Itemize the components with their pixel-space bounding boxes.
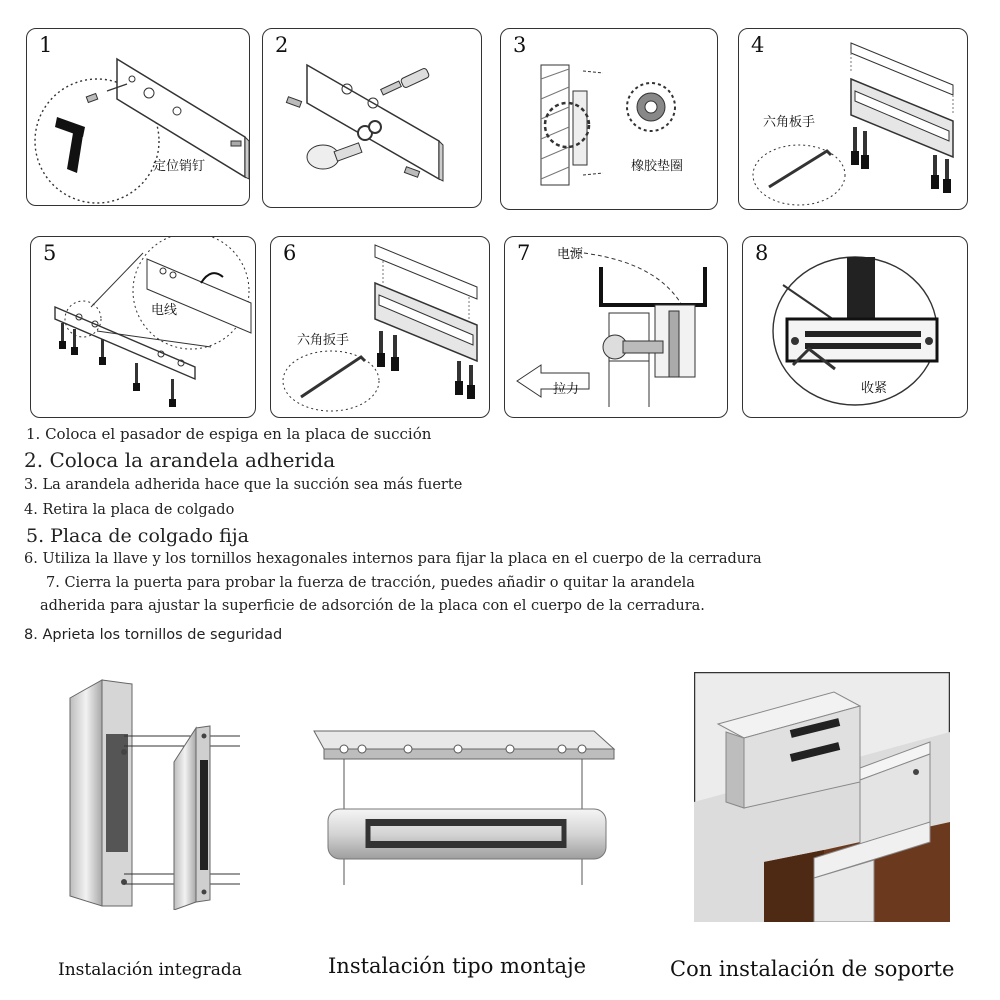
step-text-2: 2. Coloca la arandela adherida	[24, 448, 336, 472]
panel-number: 6	[283, 241, 297, 265]
fix-plate-illustration	[31, 237, 255, 417]
hex-wrench-label: 六角扳手	[297, 333, 350, 348]
hex-wrench-label: 六角板手	[763, 115, 816, 130]
step-text-8: 8. Aprieta los tornillos de seguridad	[24, 627, 283, 643]
tighten-label: 收紧	[861, 381, 888, 396]
panel-number: 4	[751, 33, 765, 57]
washer-illustration	[263, 29, 481, 207]
step-text-7-cont: adherida para ajustar la superficie de adsorción de la placa con el cuerpo de la cerradura.	[40, 598, 705, 614]
bracket-installation-caption: Con instalación de soporte	[670, 957, 955, 981]
step-text-3: 3. La arandela adherida hace que la succión sea más fuerte	[24, 477, 463, 493]
step-panel-8	[742, 236, 968, 418]
step-text-1: 1. Coloca el pasador de espiga en la placa de succión	[26, 425, 432, 443]
panel-number: 3	[513, 33, 527, 57]
pull-force-label: 拉力	[553, 382, 580, 397]
mount-installation-illustration	[304, 715, 624, 915]
step-panel-7	[504, 236, 728, 418]
panel-number: 2	[275, 33, 289, 57]
integrated-installation-illustration	[60, 670, 280, 910]
step-text-7: 7. Cierra la puerta para probar la fuerza de tracción, puedes añadir o quitar la arandela	[46, 575, 695, 591]
pull-test-illustration	[505, 237, 727, 417]
rubber-washer-label: 橡胶垫圈	[631, 159, 684, 174]
tighten-screws-illustration	[743, 237, 967, 417]
step-panel-1	[26, 28, 250, 206]
step-panel-5	[30, 236, 256, 418]
bracket-installation-illustration	[694, 672, 950, 922]
step-panel-3	[500, 28, 718, 210]
panel-number: 7	[517, 241, 531, 265]
hex-screw-fix-illustration	[271, 237, 489, 417]
step-panel-6	[270, 236, 490, 418]
step-text-4: 4. Retira la placa de colgado	[24, 502, 235, 518]
dowel-pin-label: 定位销钉	[153, 159, 206, 174]
mount-installation-caption: Instalación tipo montaje	[328, 954, 587, 978]
panel-number: 8	[755, 241, 769, 265]
step-text-5: 5. Placa de colgado fija	[26, 525, 249, 547]
step-panel-4	[738, 28, 968, 210]
rubber-washer-illustration	[501, 29, 717, 209]
panel-number: 1	[39, 33, 53, 57]
dowel-pin-illustration	[27, 29, 249, 205]
integrated-installation-caption: Instalación integrada	[58, 960, 242, 980]
wire-label: 电线	[151, 303, 178, 318]
panel-number: 5	[43, 241, 57, 265]
power-label: 电源	[557, 247, 584, 262]
step-text-6: 6. Utiliza la llave y los tornillos hexagonales internos para fijar la placa en el cuerpo de la cerradura	[24, 551, 762, 567]
step-panel-2	[262, 28, 482, 208]
